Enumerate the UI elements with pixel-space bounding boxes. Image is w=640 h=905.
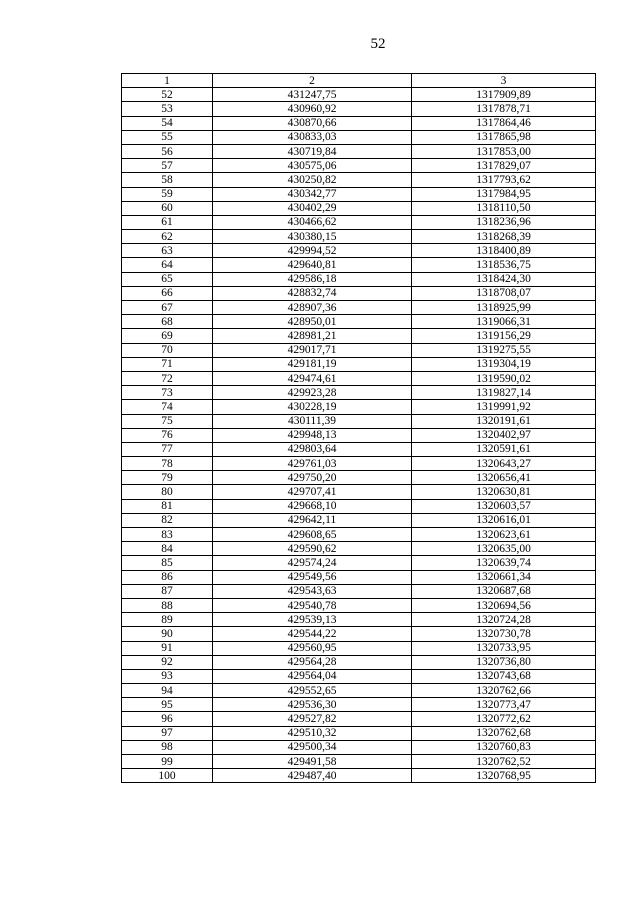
point-number-cell: 72 [122,371,213,385]
table-row [122,442,596,456]
point-number-cell: 54 [122,116,213,130]
coordinate-y-cell: 1317865,98 [412,130,596,144]
point-number-cell: 85 [122,556,213,570]
point-number-cell: 60 [122,201,213,215]
point-number-cell: 100 [122,769,213,783]
table-row [122,499,596,513]
coordinate-y-cell: 1319275,55 [412,343,596,357]
table-row [122,272,596,286]
coordinate-x-cell: 429539,13 [213,613,412,627]
coordinate-y-cell: 1320616,01 [412,513,596,527]
coordinate-x-cell: 429590,62 [213,542,412,556]
point-number-cell: 53 [122,102,213,116]
table-row [122,414,596,428]
table-row [122,726,596,740]
table-row [122,400,596,414]
table-row [122,428,596,442]
coordinate-y-cell: 1317878,71 [412,102,596,116]
coordinate-x-cell: 429642,11 [213,513,412,527]
coordinate-x-cell: 429761,03 [213,457,412,471]
coordinate-y-cell: 1318536,75 [412,258,596,272]
table-row [122,116,596,130]
point-number-cell: 84 [122,542,213,556]
point-number-cell: 59 [122,187,213,201]
coordinate-x-cell: 430719,84 [213,144,412,158]
coordinate-y-cell: 1320762,66 [412,684,596,698]
table-row [122,102,596,116]
coordinate-x-cell: 429543,63 [213,584,412,598]
coordinate-x-cell: 430575,06 [213,159,412,173]
point-number-cell: 90 [122,627,213,641]
coordinate-y-cell: 1320768,95 [412,769,596,783]
point-number-cell: 88 [122,598,213,612]
table-row [122,187,596,201]
point-number-cell: 96 [122,712,213,726]
coordinate-y-cell: 1319066,31 [412,315,596,329]
table-row [122,684,596,698]
table-row [122,584,596,598]
coordinate-y-cell: 1320687,68 [412,584,596,598]
table-row [122,669,596,683]
point-number-cell: 92 [122,655,213,669]
coordinate-x-cell: 430870,66 [213,116,412,130]
point-number-cell: 97 [122,726,213,740]
coordinate-y-cell: 1320773,47 [412,698,596,712]
point-number-cell: 82 [122,513,213,527]
point-number-cell: 55 [122,130,213,144]
coordinate-x-cell: 429510,32 [213,726,412,740]
point-number-cell: 76 [122,428,213,442]
table-row [122,627,596,641]
point-number-cell: 56 [122,144,213,158]
coordinate-x-cell: 429560,95 [213,641,412,655]
coordinate-x-cell: 429994,52 [213,244,412,258]
coordinate-y-cell: 1318424,30 [412,272,596,286]
coordinate-x-cell: 429564,28 [213,655,412,669]
point-number-cell: 86 [122,570,213,584]
coordinate-x-cell: 430960,92 [213,102,412,116]
point-number-cell: 61 [122,215,213,229]
point-number-cell: 77 [122,442,213,456]
coordinate-x-cell: 429923,28 [213,386,412,400]
coordinate-x-cell: 430250,82 [213,173,412,187]
coordinate-x-cell: 429552,65 [213,684,412,698]
table-row [122,159,596,173]
coordinate-y-cell: 1317853,00 [412,144,596,158]
point-number-cell: 57 [122,159,213,173]
coordinate-y-cell: 1320733,95 [412,641,596,655]
coordinate-x-cell: 428950,01 [213,315,412,329]
coordinate-y-cell: 1320623,61 [412,528,596,542]
coordinate-x-cell: 430402,29 [213,201,412,215]
table-row [122,301,596,315]
column-header-1: 1 [122,74,213,88]
point-number-cell: 58 [122,173,213,187]
coordinate-x-cell: 429707,41 [213,485,412,499]
point-number-cell: 95 [122,698,213,712]
coordinate-x-cell: 429181,19 [213,357,412,371]
coordinate-x-cell: 429668,10 [213,499,412,513]
coordinate-y-cell: 1320656,41 [412,471,596,485]
coordinate-x-cell: 428832,74 [213,286,412,300]
coordinate-x-cell: 430111,39 [213,414,412,428]
coordinate-y-cell: 1320762,68 [412,726,596,740]
coordinate-y-cell: 1318110,50 [412,201,596,215]
coordinate-x-cell: 429527,82 [213,712,412,726]
coordinate-x-cell: 429544,22 [213,627,412,641]
coordinate-y-cell: 1320635,00 [412,542,596,556]
point-number-cell: 67 [122,301,213,315]
table-row [122,457,596,471]
point-number-cell: 74 [122,400,213,414]
coordinate-y-cell: 1318925,99 [412,301,596,315]
column-header-2: 2 [213,74,412,88]
coordinate-y-cell: 1317793,62 [412,173,596,187]
coordinate-y-cell: 1317909,89 [412,88,596,102]
coordinate-x-cell: 430228,19 [213,400,412,414]
coordinate-y-cell: 1317829,07 [412,159,596,173]
table-row [122,144,596,158]
point-number-cell: 87 [122,584,213,598]
table-row [122,343,596,357]
point-number-cell: 75 [122,414,213,428]
coordinate-x-cell: 429474,61 [213,371,412,385]
table-row [122,286,596,300]
point-number-cell: 80 [122,485,213,499]
table-row [122,556,596,570]
coordinate-y-cell: 1320630,81 [412,485,596,499]
coordinate-x-cell: 430380,15 [213,230,412,244]
coordinate-y-cell: 1320724,28 [412,613,596,627]
table-row [122,201,596,215]
coordinate-y-cell: 1320402,97 [412,428,596,442]
point-number-cell: 81 [122,499,213,513]
coordinate-y-cell: 1320603,57 [412,499,596,513]
coordinate-y-cell: 1318708,07 [412,286,596,300]
coordinate-x-cell: 429491,58 [213,755,412,769]
coordinate-x-cell: 429536,30 [213,698,412,712]
coordinate-x-cell: 429487,40 [213,769,412,783]
coordinate-x-cell: 429948,13 [213,428,412,442]
table-row [122,513,596,527]
point-number-cell: 68 [122,315,213,329]
point-number-cell: 63 [122,244,213,258]
coordinate-y-cell: 1320591,61 [412,442,596,456]
coordinate-y-cell: 1320743,68 [412,669,596,683]
table-header-row [122,74,596,88]
point-number-cell: 89 [122,613,213,627]
point-number-cell: 52 [122,88,213,102]
coordinate-x-cell: 429608,65 [213,528,412,542]
table-row [122,230,596,244]
coordinate-y-cell: 1320762,52 [412,755,596,769]
table-row [122,641,596,655]
coordinate-x-cell: 430342,77 [213,187,412,201]
coordinate-x-cell: 430833,03 [213,130,412,144]
coordinate-y-cell: 1317864,46 [412,116,596,130]
point-number-cell: 70 [122,343,213,357]
coordinate-y-cell: 1319590,02 [412,371,596,385]
point-number-cell: 66 [122,286,213,300]
page-number: 52 [370,36,386,52]
table-body [122,88,596,783]
coordinate-x-cell: 428907,36 [213,301,412,315]
coordinate-x-cell: 428981,21 [213,329,412,343]
point-number-cell: 79 [122,471,213,485]
table-row [122,386,596,400]
coordinate-x-cell: 429564,04 [213,669,412,683]
table-row [122,613,596,627]
table-row [122,244,596,258]
coordinate-y-cell: 1318268,39 [412,230,596,244]
point-number-cell: 83 [122,528,213,542]
coordinate-x-cell: 429017,71 [213,343,412,357]
coordinate-x-cell: 429803,64 [213,442,412,456]
point-number-cell: 93 [122,669,213,683]
coordinates-table [121,73,596,783]
coordinate-y-cell: 1320639,74 [412,556,596,570]
table-row [122,215,596,229]
coordinate-x-cell: 429586,18 [213,272,412,286]
table-row [122,315,596,329]
table-row [122,485,596,499]
coordinate-y-cell: 1320694,56 [412,598,596,612]
coordinate-y-cell: 1318236,96 [412,215,596,229]
table-row [122,570,596,584]
coordinate-y-cell: 1319304,19 [412,357,596,371]
table-row [122,173,596,187]
column-header-3: 3 [412,74,596,88]
table-row [122,130,596,144]
point-number-cell: 65 [122,272,213,286]
coordinate-x-cell: 431247,75 [213,88,412,102]
coordinate-y-cell: 1319827,14 [412,386,596,400]
coordinate-x-cell: 429500,34 [213,740,412,754]
coordinate-y-cell: 1317984,95 [412,187,596,201]
point-number-cell: 71 [122,357,213,371]
coordinate-y-cell: 1320661,34 [412,570,596,584]
coordinate-x-cell: 429750,20 [213,471,412,485]
point-number-cell: 91 [122,641,213,655]
table-row [122,329,596,343]
coordinate-y-cell: 1320191,61 [412,414,596,428]
table-row [122,542,596,556]
point-number-cell: 98 [122,740,213,754]
table-row [122,740,596,754]
table-row [122,698,596,712]
table-row [122,655,596,669]
coordinate-y-cell: 1320760,83 [412,740,596,754]
coordinate-y-cell: 1318400,89 [412,244,596,258]
point-number-cell: 73 [122,386,213,400]
table-row [122,471,596,485]
point-number-cell: 64 [122,258,213,272]
coordinate-x-cell: 429540,78 [213,598,412,612]
table-row [122,712,596,726]
table-row [122,528,596,542]
table-row [122,88,596,102]
table-row [122,769,596,783]
point-number-cell: 99 [122,755,213,769]
table-row [122,371,596,385]
coordinate-y-cell: 1320643,27 [412,457,596,471]
table-row [122,755,596,769]
coordinate-y-cell: 1319156,29 [412,329,596,343]
coordinate-x-cell: 429574,24 [213,556,412,570]
table-row [122,598,596,612]
point-number-cell: 94 [122,684,213,698]
coordinate-y-cell: 1320736,80 [412,655,596,669]
coordinate-x-cell: 429549,56 [213,570,412,584]
coordinate-y-cell: 1319991,92 [412,400,596,414]
point-number-cell: 78 [122,457,213,471]
coordinate-y-cell: 1320772,62 [412,712,596,726]
point-number-cell: 62 [122,230,213,244]
coordinate-x-cell: 430466,62 [213,215,412,229]
coordinate-y-cell: 1320730,78 [412,627,596,641]
coordinate-x-cell: 429640,81 [213,258,412,272]
table-row [122,258,596,272]
table-row [122,357,596,371]
point-number-cell: 69 [122,329,213,343]
